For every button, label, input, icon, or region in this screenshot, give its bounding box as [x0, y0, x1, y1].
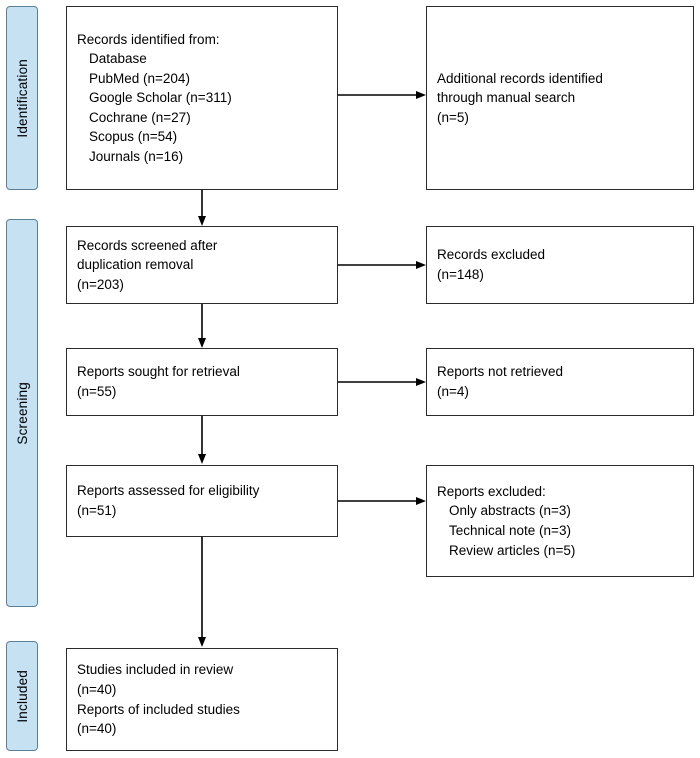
line: Database: [89, 51, 147, 67]
box-records-excluded: [426, 226, 694, 304]
box-records-screened: [66, 226, 338, 304]
line: Reports excluded:: [437, 483, 546, 499]
line: Reports of included studies: [77, 701, 240, 717]
box-reports-excluded-eligibility: [426, 465, 694, 577]
line: Records identified from:: [77, 31, 220, 47]
line: (n=55): [77, 384, 117, 399]
box-reports-not-retrieved: [426, 348, 694, 416]
line: (n=51): [77, 503, 117, 518]
box-reports-not-retrieved-text: [427, 362, 693, 401]
phase-label-included: Included: [14, 669, 30, 723]
line: (n=148): [437, 267, 484, 282]
line: Cochrane (n=27): [89, 109, 191, 125]
phase-band-identification: [6, 6, 38, 190]
phase-label-screening: Screening: [14, 381, 30, 445]
line: (n=40): [77, 681, 117, 697]
box-reports-assessed-text: [67, 481, 337, 520]
line: Google Scholar (n=311): [89, 90, 232, 106]
line: Reports sought for retrieval: [77, 364, 240, 380]
line: Journals (n=16): [89, 148, 184, 164]
line: duplication removal: [77, 257, 194, 273]
line: Additional records identified: [437, 70, 603, 86]
line: through manual search: [437, 90, 576, 106]
arrow-assessed-to-included: [195, 537, 209, 649]
arrow-assessed-to-excluded: [338, 494, 428, 508]
line: (n=5): [437, 109, 469, 125]
arrow-sought-to-not-retrieved: [338, 375, 428, 389]
line: (n=203): [77, 276, 124, 292]
arrow-identified-to-screened: [195, 190, 209, 228]
arrow-identified-to-additional: [338, 88, 428, 102]
line: PubMed (n=204): [89, 70, 190, 86]
phase-band-screening: [6, 219, 38, 607]
box-reports-excluded-eligibility-text: [427, 482, 693, 560]
phase-label-identification: Identification: [14, 58, 30, 138]
line: Only abstracts (n=3): [449, 503, 571, 519]
line: (n=4): [437, 384, 469, 399]
line: Scopus (n=54): [89, 129, 178, 145]
box-records-identified-text: [67, 30, 337, 167]
box-studies-included-text: [67, 660, 337, 738]
arrow-screened-to-excluded: [338, 258, 428, 272]
box-reports-sought-text: [67, 362, 337, 401]
line: Records screened after: [77, 237, 218, 253]
line: Records excluded: [437, 247, 546, 263]
box-records-screened-text: [67, 236, 337, 295]
line: (n=40): [77, 721, 117, 737]
box-additional-records: [426, 6, 694, 190]
line: Review articles (n=5): [449, 542, 576, 558]
line: Reports assessed for eligibility: [77, 483, 260, 499]
line: Studies included in review: [77, 662, 234, 678]
box-records-identified: [66, 6, 338, 190]
box-additional-records-text: [427, 69, 693, 128]
arrow-sought-to-assessed: [195, 416, 209, 466]
line: Reports not retrieved: [437, 364, 564, 380]
line: Technical note (n=3): [449, 523, 571, 538]
box-reports-assessed: [66, 465, 338, 537]
box-studies-included: [66, 648, 338, 751]
box-reports-sought: [66, 348, 338, 416]
box-records-excluded-text: [427, 245, 693, 284]
arrow-screened-to-sought: [195, 304, 209, 350]
phase-band-included: [6, 641, 38, 751]
